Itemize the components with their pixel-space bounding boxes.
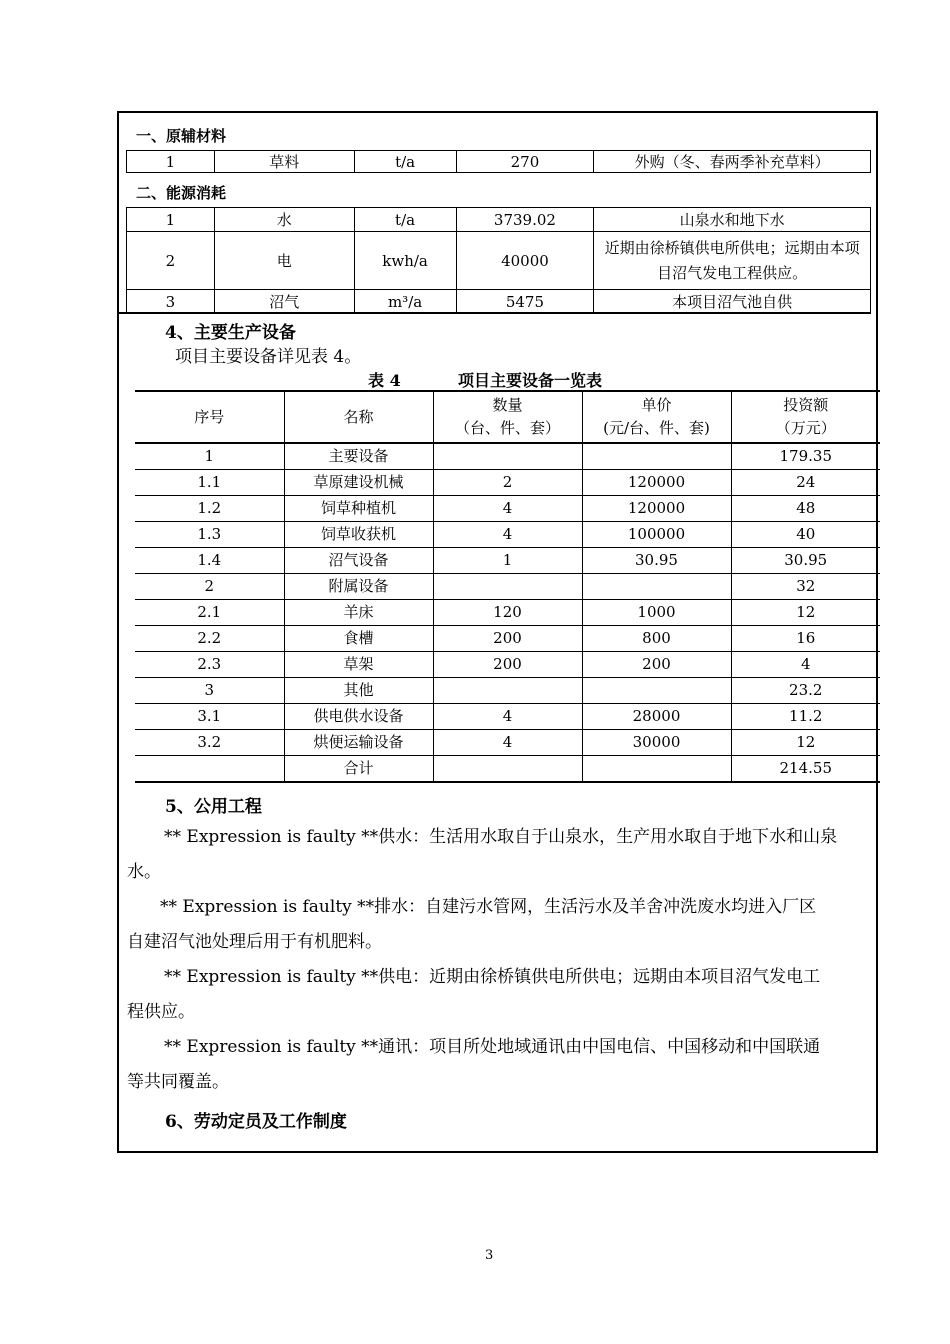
cell-qty: 4 [433, 704, 582, 730]
cell-unit: kwh/a [354, 232, 456, 290]
cell-qty: 4 [433, 496, 582, 522]
table-bottom-rule [118, 312, 871, 314]
cell-name: 附属设备 [284, 574, 433, 600]
cell-qty: 2 [433, 470, 582, 496]
paragraph-drainage-line1: ** Expression is faulty **排水：自建污水管网，生活污水及羊舍冲洗废水均进入厂区 [160, 897, 817, 917]
cell-invest: 40 [731, 522, 880, 548]
table-header-row [135, 391, 880, 443]
cell-invest: 23.2 [731, 678, 880, 704]
cell-qty: 1 [433, 548, 582, 574]
paragraph-drainage-line2: 自建沼气池处理后用于有机肥料。 [127, 932, 382, 952]
cell-amount: 3739.02 [456, 208, 594, 232]
cell-price: 30.95 [582, 548, 731, 574]
table-row [135, 652, 880, 678]
cell-price [582, 756, 731, 783]
raw-materials-table [126, 150, 871, 173]
cell-source: 本项目沼气池自供 [594, 290, 871, 314]
section-raw-materials: 一、原辅材料 [136, 127, 227, 145]
cell-qty: 4 [433, 730, 582, 756]
cell-price: 28000 [582, 704, 731, 730]
header-invest-unit: （万元） [775, 419, 836, 437]
cell-unit: m³/a [354, 290, 456, 314]
section5-body [127, 820, 872, 1100]
cell-invest: 12 [731, 730, 880, 756]
cell-qty: 200 [433, 652, 582, 678]
cell-unit: t/a [354, 151, 456, 173]
cell-no [135, 756, 284, 783]
cell-invest: 11.2 [731, 704, 880, 730]
table-row [127, 208, 871, 232]
cell-price [582, 678, 731, 704]
cell-name: 饲草收获机 [284, 522, 433, 548]
cell-name: 食槽 [284, 626, 433, 652]
cell-invest: 48 [731, 496, 880, 522]
cell-name: 主要设备 [284, 443, 433, 470]
cell-no: 2 [127, 232, 215, 290]
cell-invest: 32 [731, 574, 880, 600]
equipment-table-body [135, 443, 880, 782]
cell-name: 供电供水设备 [284, 704, 433, 730]
cell-no: 1.2 [135, 496, 284, 522]
page-number: 3 [485, 1248, 494, 1263]
table-row [135, 496, 880, 522]
header-no: 序号 [135, 391, 284, 443]
cell-unit: t/a [354, 208, 456, 232]
cell-amount: 40000 [456, 232, 594, 290]
cell-price [582, 574, 731, 600]
cell-name: 沼气 [214, 290, 354, 314]
cell-price: 1000 [582, 600, 731, 626]
cell-name: 草料 [214, 151, 354, 173]
header-qty [433, 391, 582, 443]
cell-no: 2 [135, 574, 284, 600]
table-row [127, 290, 871, 314]
cell-source: 山泉水和地下水 [594, 208, 871, 232]
table-row [135, 574, 880, 600]
cell-qty: 120 [433, 600, 582, 626]
cell-name: 电 [214, 232, 354, 290]
section5-heading: 5、公用工程 [165, 797, 262, 817]
cell-no: 1.1 [135, 470, 284, 496]
cell-name: 草原建设机械 [284, 470, 433, 496]
cell-name: 其他 [284, 678, 433, 704]
table-row [135, 678, 880, 704]
table-row [135, 600, 880, 626]
header-price [582, 391, 731, 443]
cell-qty [433, 756, 582, 783]
cell-price: 200 [582, 652, 731, 678]
cell-no: 3.1 [135, 704, 284, 730]
section4-heading: 4、主要生产设备 [165, 323, 296, 343]
energy-table [126, 207, 871, 314]
table-row [135, 522, 880, 548]
table4-caption-title: 项目主要设备一览表 [458, 371, 603, 390]
section4-intro: 项目主要设备详见表 4。 [175, 347, 362, 367]
cell-no: 1.3 [135, 522, 284, 548]
paragraph-water-supply-line2: 水。 [127, 862, 161, 882]
table-row [135, 756, 880, 783]
table-row [135, 443, 880, 470]
cell-invest: 24 [731, 470, 880, 496]
cell-qty: 200 [433, 626, 582, 652]
cell-no: 1.4 [135, 548, 284, 574]
cell-invest: 16 [731, 626, 880, 652]
section-energy: 二、能源消耗 [136, 184, 227, 202]
cell-invest: 179.35 [731, 443, 880, 470]
cell-no: 2.2 [135, 626, 284, 652]
table-row [135, 470, 880, 496]
cell-no: 2.3 [135, 652, 284, 678]
cell-price [582, 443, 731, 470]
header-qty-unit: （台、件、套） [454, 419, 560, 437]
header-invest-label: 投资额 [783, 396, 829, 414]
paragraph-water-supply-line1: ** Expression is faulty **供水：生活用水取自于山泉水，生产用水取自于地下水和山泉 [164, 827, 838, 847]
section6-heading: 6、劳动定员及工作制度 [165, 1112, 347, 1132]
cell-invest: 30.95 [731, 548, 880, 574]
cell-name: 烘便运输设备 [284, 730, 433, 756]
header-invest [731, 391, 880, 443]
cell-qty [433, 443, 582, 470]
cell-amount: 270 [456, 151, 594, 173]
cell-no: 3.2 [135, 730, 284, 756]
cell-qty: 4 [433, 522, 582, 548]
cell-no: 1 [127, 208, 215, 232]
cell-invest: 214.55 [731, 756, 880, 783]
table-row [135, 730, 880, 756]
cell-name: 草架 [284, 652, 433, 678]
table-row [135, 704, 880, 730]
cell-invest: 12 [731, 600, 880, 626]
header-price-unit: (元/台、件、套) [603, 419, 710, 437]
cell-no: 1 [127, 151, 215, 173]
cell-name: 羊床 [284, 600, 433, 626]
cell-name: 水 [214, 208, 354, 232]
cell-no: 3 [135, 678, 284, 704]
cell-invest: 4 [731, 652, 880, 678]
cell-no: 1 [135, 443, 284, 470]
paragraph-telecom-line2: 等共同覆盖。 [127, 1072, 229, 1092]
table-row [127, 232, 871, 290]
cell-source: 近期由徐桥镇供电所供电；远期由本项目沼气发电工程供应。 [594, 232, 871, 290]
cell-no: 3 [127, 290, 215, 314]
table-row [135, 548, 880, 574]
cell-price: 120000 [582, 496, 731, 522]
header-name: 名称 [284, 391, 433, 443]
paragraph-power-line2: 程供应。 [127, 1002, 195, 1022]
paragraph-telecom-line1: ** Expression is faulty **通讯：项目所处地域通讯由中国电信、中国移动和中国联通 [164, 1037, 821, 1057]
cell-source: 外购（冬、春两季补充草料） [594, 151, 871, 173]
cell-price: 30000 [582, 730, 731, 756]
header-price-label: 单价 [641, 396, 672, 414]
cell-qty [433, 678, 582, 704]
cell-price: 100000 [582, 522, 731, 548]
cell-name: 合计 [284, 756, 433, 783]
cell-name: 饲草种植机 [284, 496, 433, 522]
cell-name: 沼气设备 [284, 548, 433, 574]
table-row [135, 626, 880, 652]
header-qty-label: 数量 [492, 396, 523, 414]
table4-caption-number: 表 4 [368, 371, 401, 390]
cell-no: 2.1 [135, 600, 284, 626]
cell-price: 120000 [582, 470, 731, 496]
cell-qty [433, 574, 582, 600]
cell-price: 800 [582, 626, 731, 652]
table-row [127, 151, 871, 173]
equipment-table [135, 390, 880, 783]
cell-amount: 5475 [456, 290, 594, 314]
paragraph-power-line1: ** Expression is faulty **供电：近期由徐桥镇供电所供电；远期由本项目沼气发电工 [164, 967, 821, 987]
